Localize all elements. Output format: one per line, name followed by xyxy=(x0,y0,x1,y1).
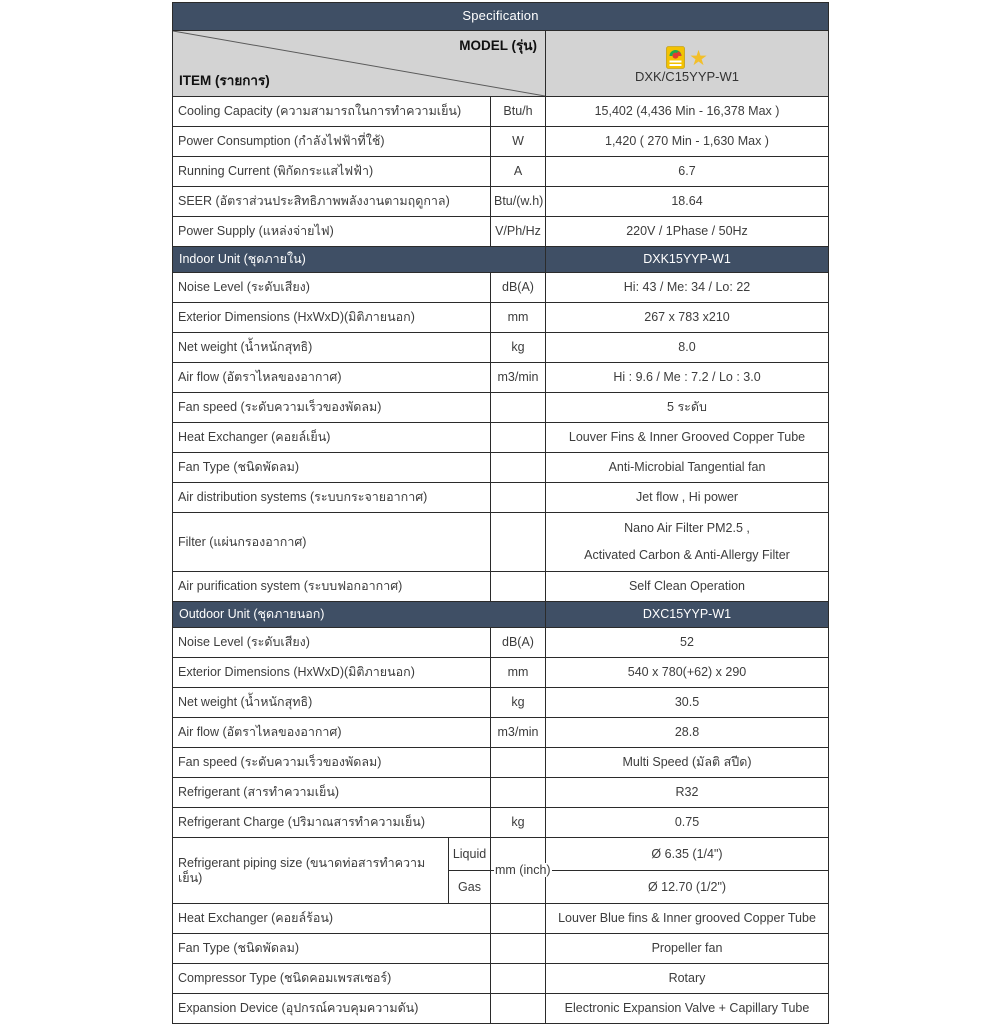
row-label: Compressor Type (ชนิดคอมเพรสเซอร์) xyxy=(173,964,491,994)
spec-row-indoor-fan-type xyxy=(173,453,829,483)
model-header-row xyxy=(173,31,829,97)
spec-row-outdoor-dimensions xyxy=(173,658,829,688)
row-label: Filter (แผ่นกรองอากาศ) xyxy=(173,513,491,572)
row-unit: m3/min xyxy=(491,718,546,748)
row-label: Net weight (น้ำหนักสุทธิ) xyxy=(173,688,491,718)
row-value: 220V / 1Phase / 50Hz xyxy=(546,217,829,247)
row-value: Louver Blue fins & Inner grooved Copper Tube xyxy=(546,904,829,934)
row-value: Electronic Expansion Valve + Capillary Tube xyxy=(546,994,829,1024)
spec-row-outdoor-fan-type xyxy=(173,934,829,964)
row-label: Running Current (พิกัดกระแสไฟฟ้า) xyxy=(173,157,491,187)
spec-row-outdoor-fan-speed xyxy=(173,748,829,778)
row-unit xyxy=(491,513,546,572)
row-unit xyxy=(491,748,546,778)
spec-row-running-current xyxy=(173,157,829,187)
model-header-label: MODEL (รุ่น) xyxy=(459,38,537,53)
spec-row-air-purification xyxy=(173,572,829,602)
row-unit: Btu/h xyxy=(491,97,546,127)
row-unit: dB(A) xyxy=(491,273,546,303)
row-value: Multi Speed (มัลติ สปีด) xyxy=(546,748,829,778)
spec-row-compressor-type xyxy=(173,964,829,994)
row-unit xyxy=(491,483,546,513)
row-unit: mm xyxy=(491,658,546,688)
item-header-label: ITEM (รายการ) xyxy=(179,73,270,89)
spec-row-refrigerant-charge xyxy=(173,808,829,838)
row-value: 6.7 xyxy=(546,157,829,187)
row-unit: V/Ph/Hz xyxy=(491,217,546,247)
row-unit xyxy=(491,572,546,602)
row-value xyxy=(546,513,829,572)
row-unit: kg xyxy=(491,808,546,838)
model-cell xyxy=(546,31,829,97)
row-value: 52 xyxy=(546,628,829,658)
row-unit xyxy=(491,934,546,964)
piping-sub-label: Gas xyxy=(449,871,491,904)
row-unit xyxy=(491,453,546,483)
row-label: Refrigerant (สารทำความเย็น) xyxy=(173,778,491,808)
row-label: Power Supply (แหล่งจ่ายไฟ) xyxy=(173,217,491,247)
spec-row-indoor-airflow xyxy=(173,363,829,393)
row-label: Fan Type (ชนิดพัดลม) xyxy=(173,453,491,483)
spec-row-indoor-noise xyxy=(173,273,829,303)
spec-row-cooling-capacity xyxy=(173,97,829,127)
row-label: Heat Exchanger (คอยล์เย็น) xyxy=(173,423,491,453)
filter-value-line2: Activated Carbon & Anti-Allergy Filter xyxy=(584,548,790,562)
table-title: Specification xyxy=(173,3,829,31)
section-model: DXC15YYP-W1 xyxy=(546,602,829,628)
spec-row-outdoor-weight xyxy=(173,688,829,718)
row-unit xyxy=(491,964,546,994)
row-unit xyxy=(491,393,546,423)
row-label: Air flow (อัตราไหลของอากาศ) xyxy=(173,718,491,748)
filter-value-line1: Nano Air Filter PM2.5 , xyxy=(624,521,750,535)
spec-row-outdoor-noise xyxy=(173,628,829,658)
row-label: Power Consumption (กำลังไฟฟ้าที่ใช้) xyxy=(173,127,491,157)
row-label: Refrigerant piping size (ขนาดท่อสารทำความเย็น) xyxy=(173,838,449,904)
row-label: Exterior Dimensions (HxWxD)(มิติภายนอก) xyxy=(173,303,491,333)
spec-row-air-distribution xyxy=(173,483,829,513)
spec-row-indoor-weight xyxy=(173,333,829,363)
row-unit: A xyxy=(491,157,546,187)
row-value: Ø 6.35 (1/4") xyxy=(546,838,829,871)
spec-row-indoor-heat-exchanger xyxy=(173,423,829,453)
row-value: 18.64 xyxy=(546,187,829,217)
row-label: Air purification system (ระบบฟอกอากาศ) xyxy=(173,572,491,602)
row-label: Fan speed (ระดับความเร็วของพัดลม) xyxy=(173,748,491,778)
row-unit: kg xyxy=(491,333,546,363)
model-icons xyxy=(546,43,828,69)
row-unit xyxy=(491,778,546,808)
row-unit xyxy=(491,904,546,934)
row-value: R32 xyxy=(546,778,829,808)
row-label: Heat Exchanger (คอยล์ร้อน) xyxy=(173,904,491,934)
row-value: Ø 12.70 (1/2") xyxy=(546,871,829,904)
row-value: 28.8 xyxy=(546,718,829,748)
spec-row-indoor-dimensions xyxy=(173,303,829,333)
row-value: Louver Fins & Inner Grooved Copper Tube xyxy=(546,423,829,453)
row-value: 8.0 xyxy=(546,333,829,363)
specification-table xyxy=(172,2,828,1024)
spec-row-outdoor-heat-exchanger xyxy=(173,904,829,934)
row-label: SEER (อัตราส่วนประสิทธิภาพพลังงานตามฤดูกาล) xyxy=(173,187,491,217)
row-value: Rotary xyxy=(546,964,829,994)
row-value: 0.75 xyxy=(546,808,829,838)
title-bar xyxy=(173,3,829,31)
row-value: 1,420 ( 270 Min - 1,630 Max ) xyxy=(546,127,829,157)
row-unit: W xyxy=(491,127,546,157)
model-value: DXK/C15YYP-W1 xyxy=(634,68,740,84)
section-header-indoor xyxy=(173,247,829,273)
section-title: Indoor Unit (ชุดภายใน) xyxy=(173,247,546,273)
row-value: Hi : 9.6 / Me : 7.2 / Lo : 3.0 xyxy=(546,363,829,393)
spec-row-seer xyxy=(173,187,829,217)
row-label: Noise Level (ระดับเสียง) xyxy=(173,628,491,658)
model-item-header-cell xyxy=(173,31,546,97)
spec-row-indoor-fan-speed xyxy=(173,393,829,423)
row-label: Expansion Device (อุปกรณ์ควบคุมความดัน) xyxy=(173,994,491,1024)
spec-table xyxy=(172,2,829,1024)
row-label: Refrigerant Charge (ปริมาณสารทำความเย็น) xyxy=(173,808,491,838)
row-value: 267 x 783 x210 xyxy=(546,303,829,333)
spec-row-filter xyxy=(173,513,829,572)
row-label: Air flow (อัตราไหลของอากาศ) xyxy=(173,363,491,393)
row-value: Jet flow , Hi power xyxy=(546,483,829,513)
spec-row-power-consumption xyxy=(173,127,829,157)
row-label: Cooling Capacity (ความสามารถในการทำความเย็น) xyxy=(173,97,491,127)
spec-row-power-supply xyxy=(173,217,829,247)
row-label: Air distribution systems (ระบบกระจายอากาศ) xyxy=(173,483,491,513)
row-unit xyxy=(491,994,546,1024)
row-label: Fan speed (ระดับความเร็วของพัดลม) xyxy=(173,393,491,423)
row-value: Propeller fan xyxy=(546,934,829,964)
row-value: Self Clean Operation xyxy=(546,572,829,602)
spec-row-refrigerant xyxy=(173,778,829,808)
row-value: 15,402 (4,436 Min - 16,378 Max ) xyxy=(546,97,829,127)
energy-label-no5-icon xyxy=(666,46,685,69)
row-label: Fan Type (ชนิดพัดลม) xyxy=(173,934,491,964)
row-unit: mm xyxy=(491,303,546,333)
row-unit: Btu/(w.h) xyxy=(491,187,546,217)
row-unit xyxy=(491,423,546,453)
spec-row-expansion-device xyxy=(173,994,829,1024)
row-unit: m3/min xyxy=(491,363,546,393)
row-value: 5 ระดับ xyxy=(546,393,829,423)
row-value: 30.5 xyxy=(546,688,829,718)
spec-row-piping-liquid xyxy=(173,838,829,871)
row-label: Net weight (น้ำหนักสุทธิ) xyxy=(173,333,491,363)
row-value: Hi: 43 / Me: 34 / Lo: 22 xyxy=(546,273,829,303)
section-title: Outdoor Unit (ชุดภายนอก) xyxy=(173,602,546,628)
row-unit xyxy=(491,838,551,904)
row-value: 540 x 780(+62) x 290 xyxy=(546,658,829,688)
piping-sub-label: Liquid xyxy=(449,838,491,871)
row-label: Exterior Dimensions (HxWxD)(มิติภายนอก) xyxy=(173,658,491,688)
row-unit: dB(A) xyxy=(491,628,546,658)
piping-unit-text: mm (inch) xyxy=(495,863,551,878)
row-value: Anti-Microbial Tangential fan xyxy=(546,453,829,483)
section-header-outdoor xyxy=(173,602,829,628)
row-label: Noise Level (ระดับเสียง) xyxy=(173,273,491,303)
section-model: DXK15YYP-W1 xyxy=(546,247,829,273)
row-unit: kg xyxy=(491,688,546,718)
star-icon: ★ xyxy=(689,46,708,70)
spec-row-outdoor-airflow xyxy=(173,718,829,748)
